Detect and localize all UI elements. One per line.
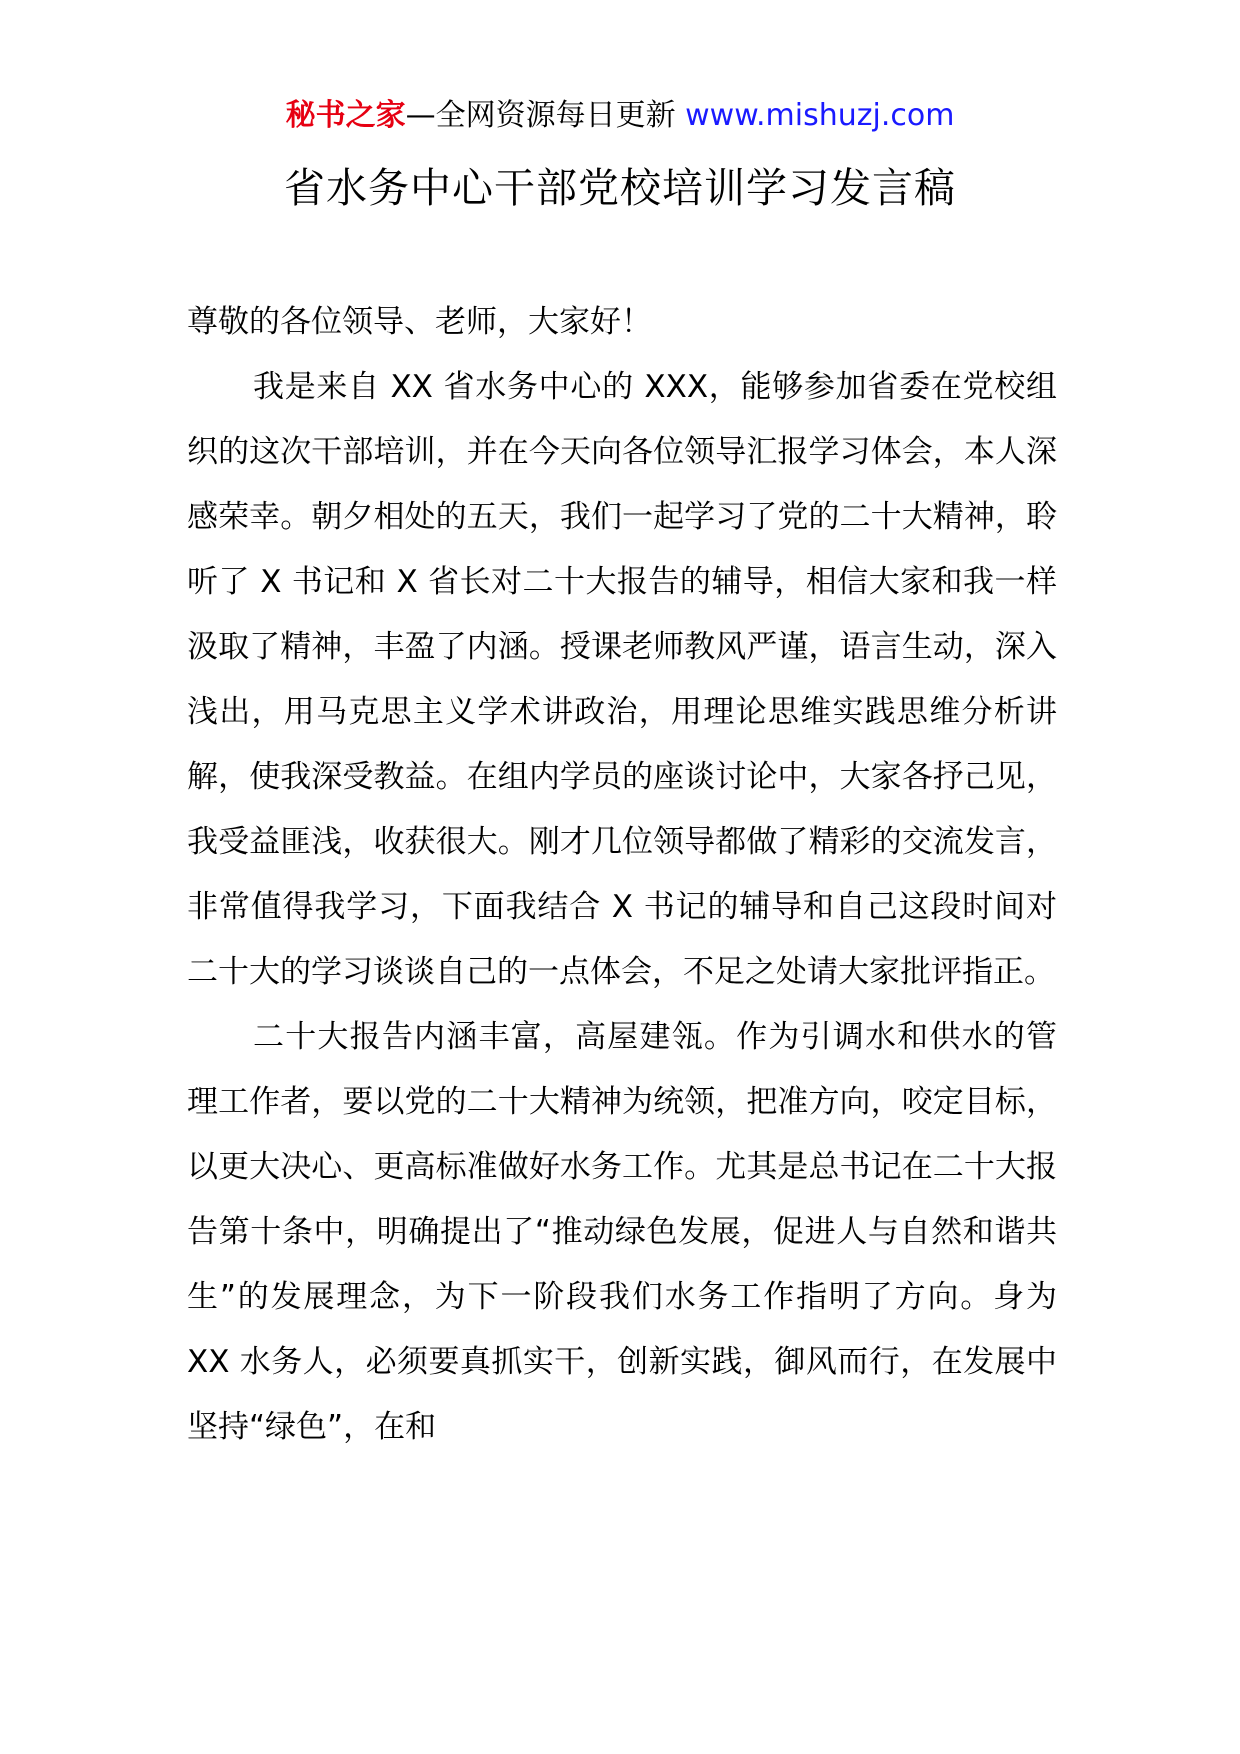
body-paragraph: 二十大报告内涵丰富，高屋建瓴。作为引调水和供水的管理工作者，要以党的二十大精神为统领，把准方向，咬定目标，以更大决心、更高标准做好水务工作。尤其是总书记在二十大报告第十条中，明确提出了“推动绿色发展，促进人与自然和谐共生”的发展理念，为下一阶段我们水务工作指明了方向。身为 XX 水务人，必须要真抓实干，创新实践，御风而行，在发展中坚持“绿色”，在和 xyxy=(187,1019,1057,1445)
brand-name: 秘书之家 xyxy=(285,98,406,133)
site-slogan: —全网资源每日更新 xyxy=(405,98,686,133)
document-body xyxy=(187,290,1057,1460)
site-header xyxy=(0,96,1240,136)
document-title: 省水务中心干部党校培训学习发言稿 xyxy=(284,164,956,212)
body-paragraph: 我是来自 XX 省水务中心的 XXX，能够参加省委在党校组织的这次干部培训，并在今天向各位领导汇报学习体会，本人深感荣幸。朝夕相处的五天，我们一起学习了党的二十大精神，聆听了 X 书记和 X 省长对二十大报告的辅导，相信大家和我一样汲取了精神，丰盈了内涵。授课老师教风严谨，语言生动，深入浅出，用马克思主义学术讲政治，用理论思维实践思维分析讲解，使我深受教益。在组内学员的座谈讨论中，大家各抒己见，我受益匪浅，收获很大。刚才几位领导都做了精彩的交流发言，非常值得我学习，下面我结合 X 书记的辅导和自己这段时间对二十大的学习谈谈自己的一点体会，不足之处请大家批评指正。 xyxy=(187,369,1057,990)
site-url-link[interactable]: www.mishuzj.com xyxy=(685,98,955,133)
salutation-paragraph: 尊敬的各位领导、老师，大家好！ xyxy=(187,304,652,340)
